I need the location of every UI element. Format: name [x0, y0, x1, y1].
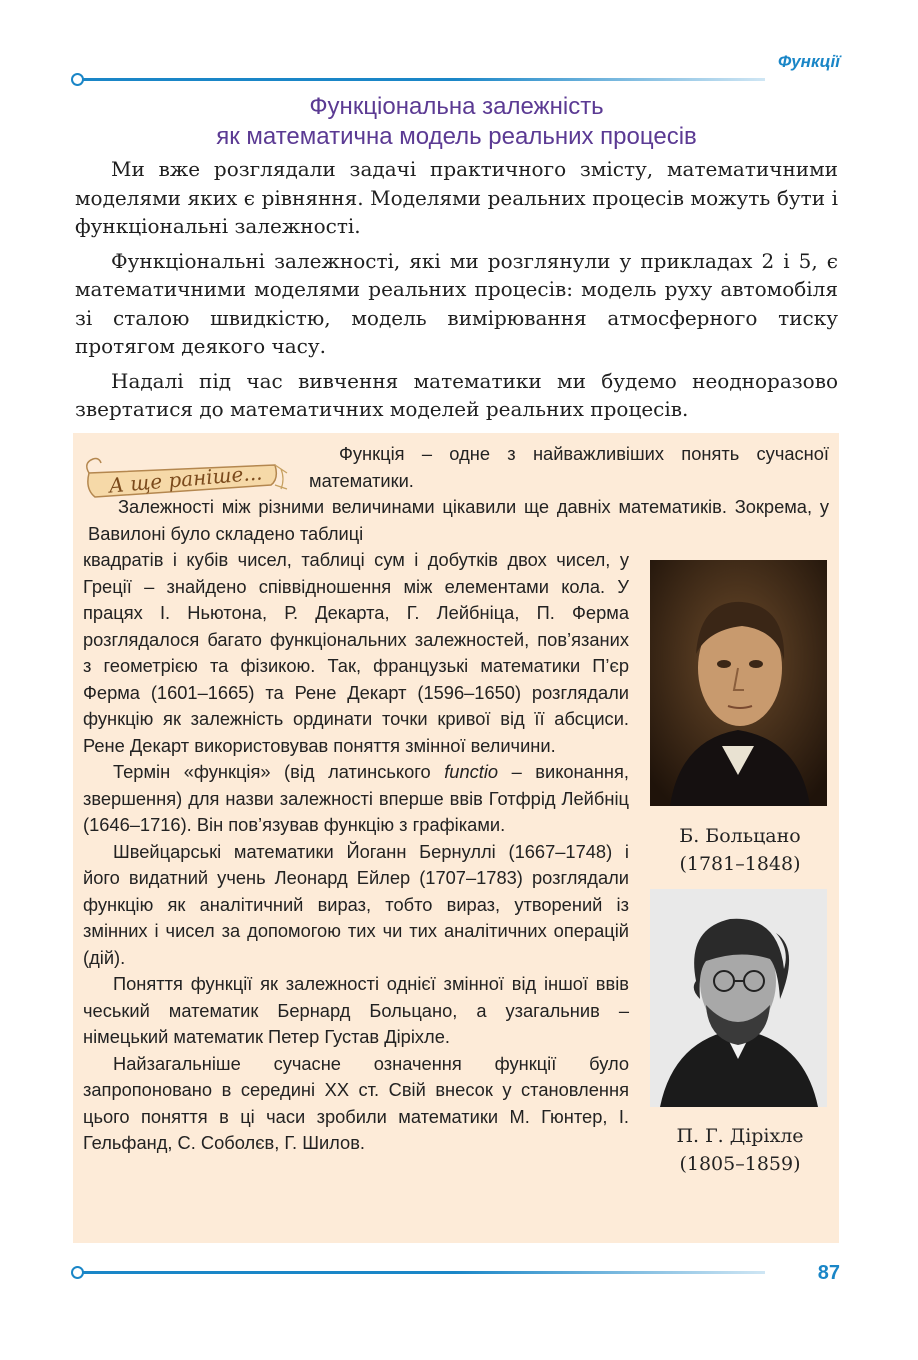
bottom-rule — [75, 1271, 765, 1274]
bolzano-caption — [645, 822, 835, 878]
dirichlet-caption — [645, 1122, 835, 1178]
running-head: Функції — [777, 52, 840, 71]
paragraph-term — [83, 759, 629, 839]
intro-paragraph-1: Функція – одне з найважливіших понять сучасної математики. — [309, 443, 829, 491]
paragraph-history-main: квадратів і кубів чисел, таблиці сум і добутків двох чисел, у Греції – знайдено співвідношення між елементами кола. У працях І. Ньютона, Р. Декарта, Г. Лейбніца, П. Ферма розглядалося багато функціональних залежностей, пов’язаних з геометрією та фізикою. Так, французькі математики П’єр Ферма (1601–1665) та Рене Декарт (1596–1650) розглядали функцію як залежність ординати точки кривої від її абсциси. Рене Декарт використовував поняття змінної величини. — [83, 549, 629, 756]
paragraph-bolzano: Поняття функції як залежності однієї змінної від іншої ввів чеський математик Бернард Больцано, а узагальнив – німецький математик Петер Густав Діріхле. — [83, 973, 629, 1047]
intro-text — [309, 441, 829, 494]
dirichlet-portrait — [650, 889, 827, 1107]
term-text-before: Термін «функція» (від латинського — [113, 761, 445, 782]
title-line-1: Функціональна залежність — [309, 93, 604, 120]
dirichlet-years: (1805–1859) — [679, 1153, 801, 1175]
main-text — [75, 155, 838, 430]
title-line-2: як математична модель реальних процесів — [216, 123, 697, 150]
page-number: 87 — [817, 1262, 840, 1284]
paragraph-swiss: Швейцарські математики Йоганн Бернуллі (1667–1748) і його видатний учень Леонард Ейлер (1707–1783) розглядали функцію як аналітичний вираз, тобто вираз, утворений із змінних і чисел за допомогою тих чи тих аналітичних операцій (дій). — [83, 840, 629, 968]
top-rule — [75, 78, 765, 81]
paragraph-modern: Найзагальніше сучасне означення функції було запропоновано в середині XX ст. Свій внесок у становлення цього поняття в ці часи зробили математики М. Гюнтер, І. Гельфанд, С. Соболєв, Г. Шилов. — [83, 1052, 629, 1153]
term-latin-word: functio — [444, 761, 499, 782]
section-title — [75, 92, 838, 152]
term-text-after: – виконання, звершення) для назви залежності вперше ввів Готфрід Лейбніц (1646–1716). Він пов’язував функцію з графіками. — [83, 761, 629, 835]
bolzano-name: Б. Больцано — [679, 825, 801, 847]
paragraph-2: Функціональні залежності, які ми розглянули у прикладах 2 і 5, є математичними моделями реальних процесів: модель руху автомобіля зі сталою швидкістю, модель вимірювання атмосферного тиску протягом деякого часу. — [75, 248, 838, 358]
intro-text-2 — [88, 494, 829, 547]
bolzano-years: (1781–1848) — [679, 853, 801, 875]
paragraph-1: Ми вже розглядали задачі практичного змісту, математичними моделями яких є рівняння. Моделями реальних процесів можуть бути і функціональні залежності. — [75, 157, 838, 238]
intro-paragraph-2: Залежності між різними величинами цікавили ще давніх математиків. Зокрема, у Вавилоні було складено таблиці — [88, 496, 829, 544]
dirichlet-name: П. Г. Діріхле — [676, 1125, 804, 1147]
bolzano-portrait — [650, 560, 827, 806]
main-history-text — [83, 547, 629, 1157]
paragraph-3: Надалі під час вивчення математики ми будемо неодноразово звертатися до математичних моделей реальних процесів. — [75, 368, 838, 421]
badge-label: А ще раніше... — [107, 460, 264, 498]
